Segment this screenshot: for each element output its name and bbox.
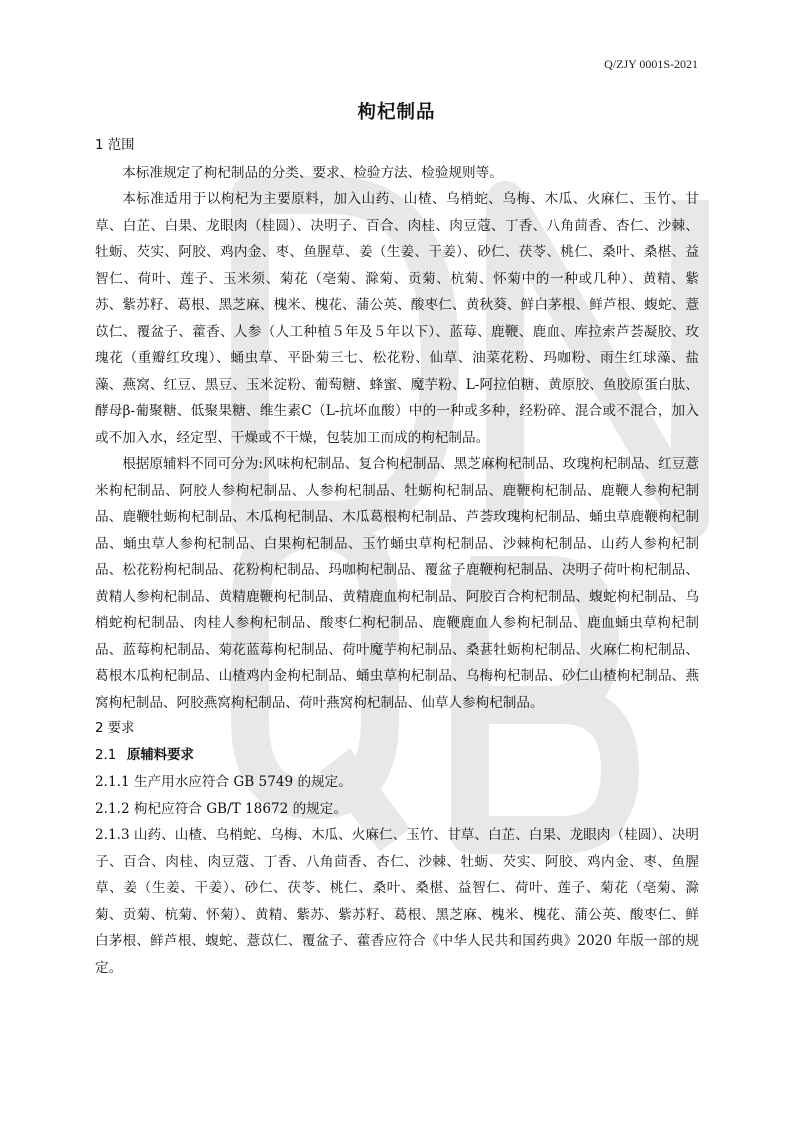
standard-number: Q/ZJY 0001S-2021 [604,57,698,71]
section-heading-scope: 1 范围 [95,138,135,153]
subsection-heading-raw-materials [95,743,699,770]
subsection-title: 原辅料要求 [127,747,194,763]
section-heading-requirements: 2 要求 [95,721,135,736]
scope-paragraph-2: 本标准适用于以枸杞为主要原料，加入山药、山楂、乌梢蛇、乌梅、木瓜、火麻仁、玉竹、甘草、白芷、白果、龙眼肉（桂圆）、决明子、百合、肉桂、肉豆蔻、丁香、八角茴香、杏仁、沙棘、牡蛎、芡实、阿胶、鸡内金、枣、鱼腥草、姜（生姜、干姜）、砂仁、茯苓、桃仁、桑叶、桑椹、益智仁、荷叶、莲子、玉米须、菊花（亳菊、滁菊、贡菊、杭菊、怀菊中的一种或几种）、黄精、紫苏、紫苏籽、葛根、黑芝麻、槐米、槐花、蒲公英、酸枣仁、黄秋葵、鲜白茅根、鲜芦根、蝮蛇、薏苡仁、覆盆子、藿香、人参（人工种植５年及５年以下）、蓝莓、鹿鞭、鹿血、库拉索芦荟凝胶、玫瑰花（重瓣红玫瑰）、蛹虫草、平卧菊三七、松花粉、仙草、油菜花粉、玛咖粉、雨生红球藻、盐藻、燕窝、红豆、黑豆、玉米淀粉、葡萄糖、蜂蜜、魔芋粉、L-阿拉伯糖、黄原胶、鱼胶原蛋白肽、酵母β-葡聚糖、低聚果糖、维生素C（L-抗坏血酸）中的一种或多种，经粉碎、混合或不混合，加入或不加入水，经定型、干燥或不干燥，包装加工而成的枸杞制品。 [95,191,699,446]
subsection-number: 2.1 [95,747,117,763]
clause-2-1-3: 2.1.3 山药、山楂、乌梢蛇、乌梅、木瓜、火麻仁、玉竹、甘草、白芷、白果、龙眼肉（桂圆）、决明子、百合、肉桂、肉豆蔻、丁香、八角茴香、杏仁、沙棘、牡蛎、芡实、阿胶、鸡内金、枣、鱼腥草、姜（生姜、干姜）、砂仁、茯苓、桃仁、桑叶、桑椹、益智仁、荷叶、莲子、菊花（亳菊、滁菊、贡菊、杭菊、怀菊）、黄精、紫苏、紫苏籽、葛根、黑芝麻、槐米、槐花、蒲公英、酸枣仁、鲜白茅根、鲜芦根、蝮蛇、薏苡仁、覆盆子、藿香应符合《中华人民共和国药典》2020 年版一部的规定。 [95,827,699,976]
scope-paragraph-3: 根据原辅料不同可分为:风味枸杞制品、复合枸杞制品、黑芝麻枸杞制品、玫瑰枸杞制品、红豆薏米枸杞制品、阿胶人参枸杞制品、人参枸杞制品、牡蛎枸杞制品、鹿鞭枸杞制品、鹿鞭人参枸杞制品、鹿鞭牡蛎枸杞制品、木瓜枸杞制品、木瓜葛根枸杞制品、芦荟玫瑰枸杞制品、蛹虫草鹿鞭枸杞制品、蛹虫草人参枸杞制品、白果枸杞制品、玉竹蛹虫草枸杞制品、沙棘枸杞制品、山药人参枸杞制品、松花粉枸杞制品、花粉枸杞制品、玛咖枸杞制品、覆盆子鹿鞭枸杞制品、决明子荷叶枸杞制品、黄精人参枸杞制品、黄精鹿鞭枸杞制品、黄精鹿血枸杞制品、阿胶百合枸杞制品、蝮蛇枸杞制品、乌梢蛇枸杞制品、肉桂人参枸杞制品、酸枣仁枸杞制品、鹿鞭鹿血人参枸杞制品、鹿血蛹虫草枸杞制品、蓝莓枸杞制品、菊花蓝莓枸杞制品、荷叶魔芋枸杞制品、桑葚牡蛎枸杞制品、火麻仁枸杞制品、葛根木瓜枸杞制品、山楂鸡内金枸杞制品、蛹虫草枸杞制品、乌梅枸杞制品、砂仁山楂枸杞制品、燕窝枸杞制品、阿胶燕窝枸杞制品、荷叶燕窝枸杞制品、仙草人参枸杞制品。 [95,456,699,711]
clause-2-1-1: 2.1.1 生产用水应符合 GB 5749 的规定。 [95,774,352,790]
page-title: 枸杞制品 [357,102,436,123]
scope-paragraph-1: 本标准规定了枸杞制品的分类、要求、检验方法、检验规则等。 [122,164,503,181]
document-body [95,133,699,981]
clause-2-1-2: 2.1.2 枸杞应符合 GB/T 18672 的规定。 [95,800,347,817]
